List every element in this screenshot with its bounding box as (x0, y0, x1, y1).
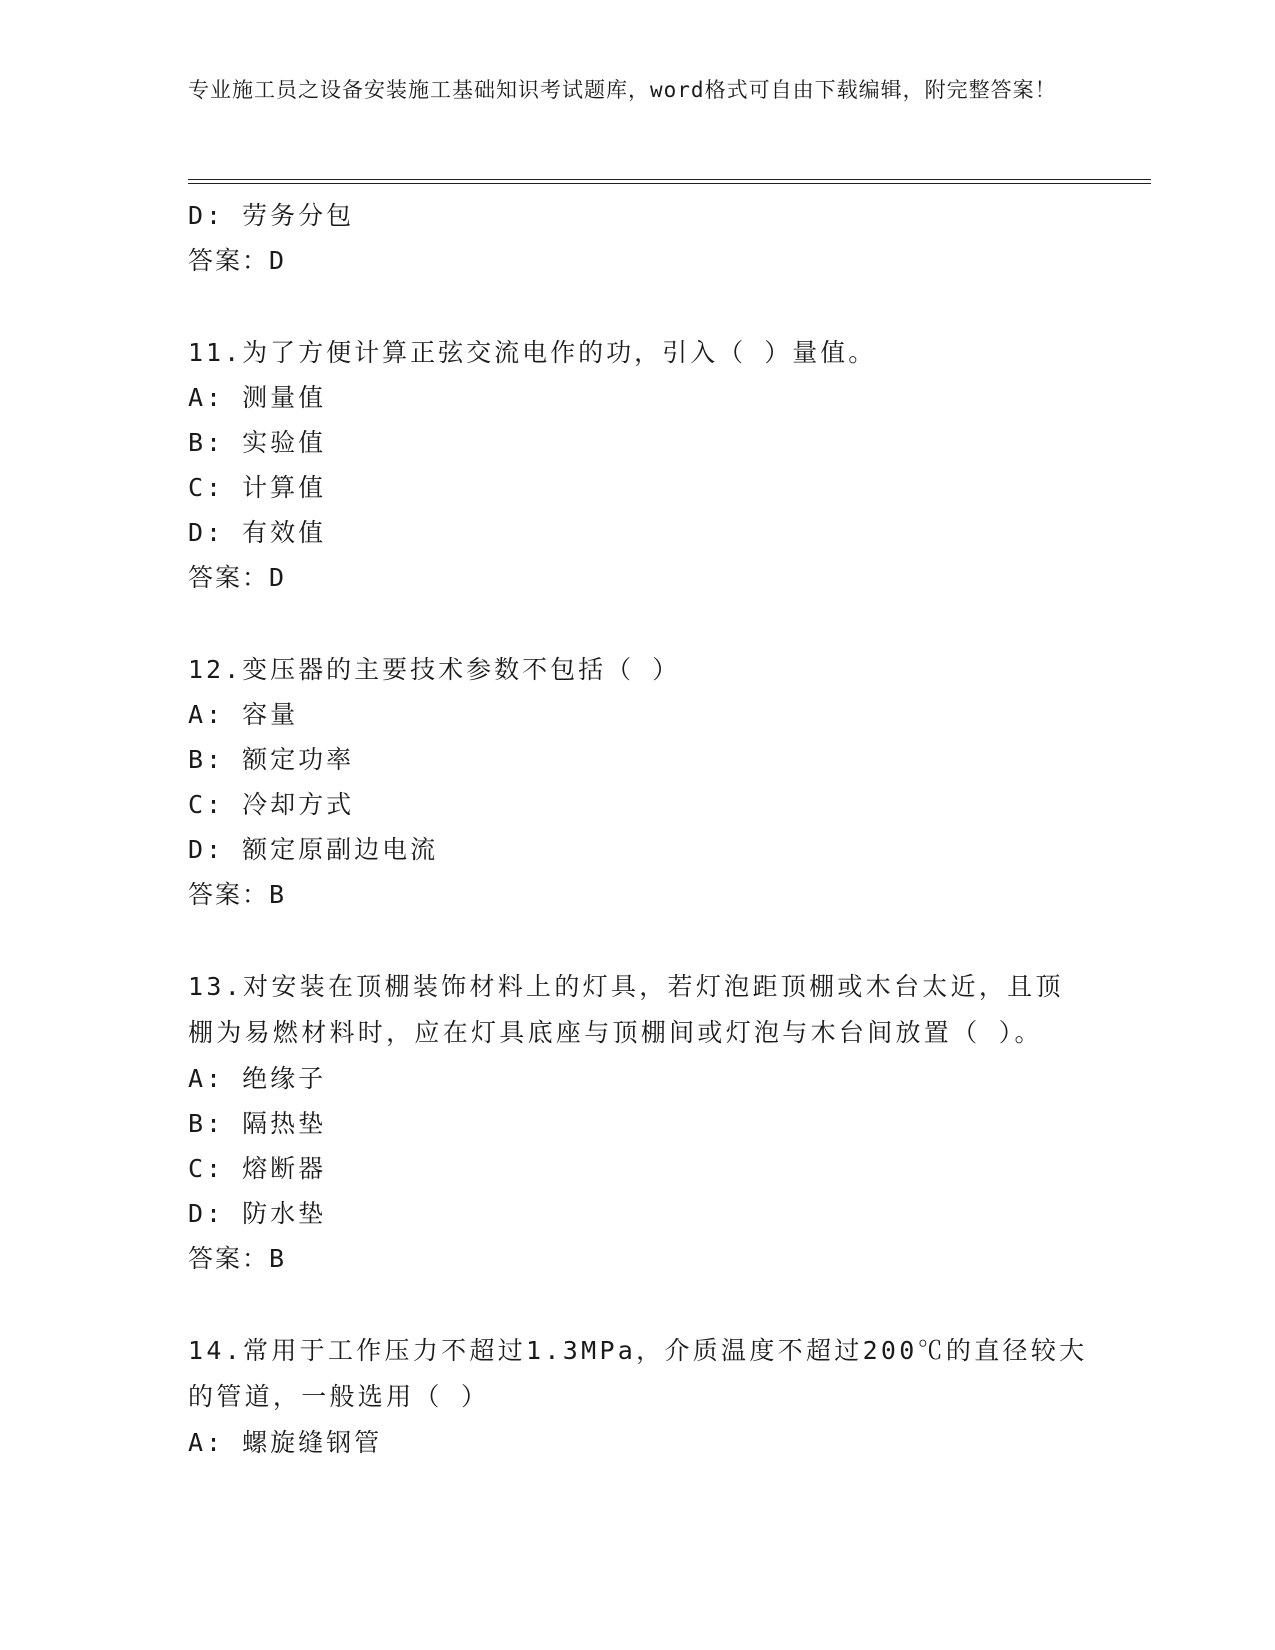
document-header: 专业施工员之设备安装施工基础知识考试题库，word格式可自由下载编辑，附完整答案！ (188, 78, 1057, 102)
question-text: 12.变压器的主要技术参数不包括（ ） (188, 655, 681, 684)
option-d: D: 额定原副边电流 (188, 835, 439, 864)
answer-line: 答案：D (188, 246, 287, 275)
option-a: A: 测量值 (188, 383, 327, 412)
option-c: C: 计算值 (188, 473, 327, 502)
answer-line: 答案：B (188, 1244, 287, 1273)
option-d: D: 劳务分包 (188, 201, 355, 230)
option-d: D: 防水垫 (188, 1199, 327, 1228)
option-b: B: 实验值 (188, 428, 327, 457)
option-a: A: 容量 (188, 700, 299, 729)
option-a: A: 螺旋缝钢管 (188, 1428, 383, 1457)
question-list (188, 193, 1088, 1465)
header-divider (188, 179, 1151, 184)
answer-line: 答案：B (188, 880, 287, 909)
answer-line: 答案：D (188, 563, 287, 592)
question-text: 14.常用于工作压力不超过1.3MPa，介质温度不超过200℃的直径较大的管道，一般选用（ ） (188, 1336, 1088, 1411)
option-b: B: 隔热垫 (188, 1109, 327, 1138)
question-text: 13.对安装在顶棚装饰材料上的灯具，若灯泡距顶棚或木台太近，且顶棚为易燃材料时，应在灯具底座与顶棚间或灯泡与木台间放置（ ）。 (188, 972, 1064, 1047)
option-d: D: 有效值 (188, 518, 327, 547)
option-c: C: 熔断器 (188, 1154, 327, 1183)
option-c: C: 冷却方式 (188, 790, 355, 819)
option-b: B: 额定功率 (188, 745, 355, 774)
option-a: A: 绝缘子 (188, 1064, 327, 1093)
question-text: 11.为了方便计算正弦交流电作的功，引入（ ）量值。 (188, 338, 877, 367)
